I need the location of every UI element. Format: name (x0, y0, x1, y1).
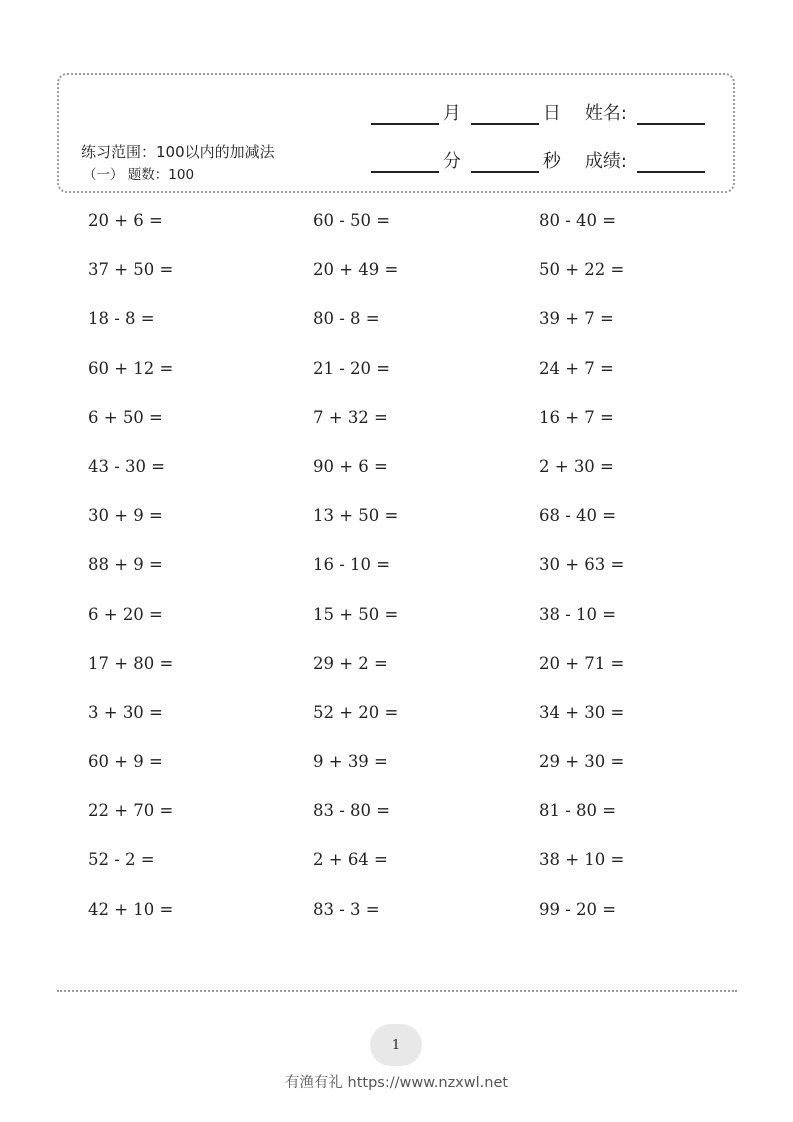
problem-item: 16 - 10 = (313, 555, 391, 575)
problem-item: 29 + 2 = (313, 653, 388, 673)
problem-item: 6 + 20 = (88, 604, 163, 624)
problem-item: 50 + 22 = (539, 260, 625, 280)
problem-item: 38 + 10 = (539, 850, 625, 870)
problem-item: 60 - 50 = (313, 211, 391, 230)
time-score-row (367, 147, 709, 173)
problem-item: 38 - 10 = (539, 604, 617, 624)
problem-item: 9 + 39 = (313, 752, 388, 772)
name-label: 姓名: (584, 103, 627, 124)
problem-item: 20 + 49 = (313, 260, 399, 280)
problem-item: 52 - 2 = (88, 850, 155, 870)
problem-item: 29 + 30 = (539, 752, 625, 772)
problem-item: 20 + 71 = (539, 653, 625, 673)
date-name-row (367, 99, 709, 125)
problem-item: 13 + 50 = (313, 506, 399, 526)
problem-item: 52 + 20 = (313, 702, 399, 722)
problem-item: 83 - 3 = (313, 899, 380, 919)
month-label: 月 (442, 103, 461, 124)
problem-item: 90 + 6 = (313, 456, 388, 476)
bottom-divider (57, 990, 737, 992)
problem-item: 99 - 20 = (539, 899, 617, 919)
minute-label: 分 (442, 151, 461, 172)
problem-item: 2 + 64 = (313, 850, 388, 870)
problem-item: 37 + 50 = (88, 260, 174, 280)
problem-item: 18 - 8 = (88, 309, 155, 329)
problem-grid (88, 208, 708, 946)
problem-item: 80 - 8 = (313, 309, 380, 329)
section-and-count: （一） 题数：100 (83, 167, 195, 183)
problem-item: 88 + 9 = (88, 555, 163, 575)
problem-item: 43 - 30 = (88, 456, 166, 476)
page-number-badge (370, 1024, 422, 1066)
problem-item: 22 + 70 = (88, 801, 174, 821)
problem-item: 83 - 80 = (313, 801, 391, 821)
name-blank[interactable] (637, 103, 705, 125)
problem-item: 20 + 6 = (88, 211, 163, 230)
day-label: 日 (542, 103, 561, 124)
second-blank[interactable] (471, 151, 539, 173)
day-blank[interactable] (471, 103, 539, 125)
site-footer: 有渔有礼 https://www.nzxwl.net (284, 1075, 509, 1091)
problem-item: 60 + 12 = (88, 358, 174, 378)
problem-item: 16 + 7 = (539, 407, 614, 427)
problem-item: 30 + 63 = (539, 555, 625, 575)
minute-blank[interactable] (371, 151, 439, 173)
score-label: 成绩: (584, 151, 627, 172)
problem-item: 34 + 30 = (539, 702, 625, 722)
problem-item: 7 + 32 = (313, 407, 388, 427)
problem-item: 30 + 9 = (88, 506, 163, 526)
problem-item: 2 + 30 = (539, 456, 614, 476)
problem-item: 17 + 80 = (88, 653, 174, 673)
problem-item: 3 + 30 = (88, 702, 163, 722)
problem-item: 68 - 40 = (539, 506, 617, 526)
problem-item: 81 - 80 = (539, 801, 617, 821)
problem-item: 60 + 9 = (88, 752, 163, 772)
month-blank[interactable] (371, 103, 439, 125)
problem-item: 42 + 10 = (88, 899, 174, 919)
score-blank[interactable] (637, 151, 705, 173)
problem-item: 6 + 50 = (88, 407, 163, 427)
practice-range: 练习范围：100以内的加减法 (81, 143, 275, 161)
second-label: 秒 (542, 151, 561, 172)
page-number: 1 (391, 1037, 401, 1053)
worksheet-header-box (57, 73, 735, 193)
problem-item: 15 + 50 = (313, 604, 399, 624)
problem-item: 39 + 7 = (539, 309, 614, 329)
problem-item: 21 - 20 = (313, 358, 391, 378)
problem-item: 80 - 40 = (539, 211, 617, 230)
problem-item: 24 + 7 = (539, 358, 614, 378)
